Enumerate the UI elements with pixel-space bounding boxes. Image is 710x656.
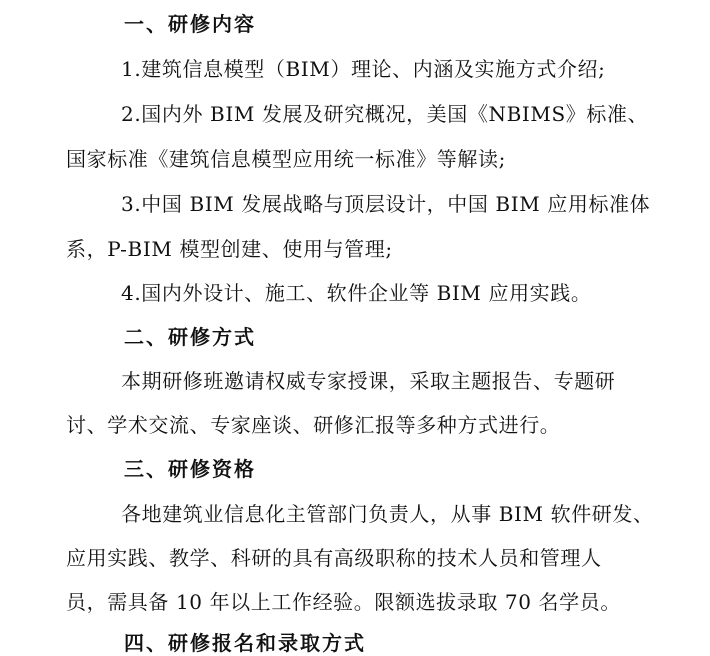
paragraph-line: 本期研修班邀请权威专家授课，采取主题报告、专题研 bbox=[121, 369, 616, 393]
section-heading-registration: 四、研修报名和录取方式 bbox=[124, 631, 366, 655]
paragraph-line: 各地建筑业信息化主管部门负责人，从事 BIM 软件研发、 bbox=[121, 502, 654, 526]
paragraph-line: 1.建筑信息模型（BIM）理论、内涵及实施方式介绍; bbox=[121, 57, 606, 81]
paragraph-line: 国家标准《建筑信息模型应用统一标准》等解读; bbox=[66, 147, 506, 171]
section-heading-eligibility: 三、研修资格 bbox=[124, 457, 256, 481]
paragraph-line: 2.国内外 BIM 发展及研究概况，美国《NBIMS》标准、 bbox=[121, 102, 649, 126]
paragraph-line: 应用实践、教学、科研的具有高级职称的技术人员和管理人 bbox=[66, 546, 602, 570]
section-heading-method: 二、研修方式 bbox=[124, 325, 256, 349]
paragraph-line: 系，P-BIM 模型创建、使用与管理; bbox=[66, 237, 393, 261]
section-heading-content: 一、研修内容 bbox=[124, 12, 256, 36]
paragraph-line: 员，需具备 10 年以上工作经验。限额选拔录取 70 名学员。 bbox=[66, 590, 621, 614]
paragraph-line: 3.中国 BIM 发展战略与顶层设计，中国 BIM 应用标准体 bbox=[121, 192, 651, 216]
paragraph-line: 讨、学术交流、专家座谈、研修汇报等多种方式进行。 bbox=[66, 413, 561, 437]
paragraph-line: 4.国内外设计、施工、软件企业等 BIM 应用实践。 bbox=[121, 281, 592, 305]
